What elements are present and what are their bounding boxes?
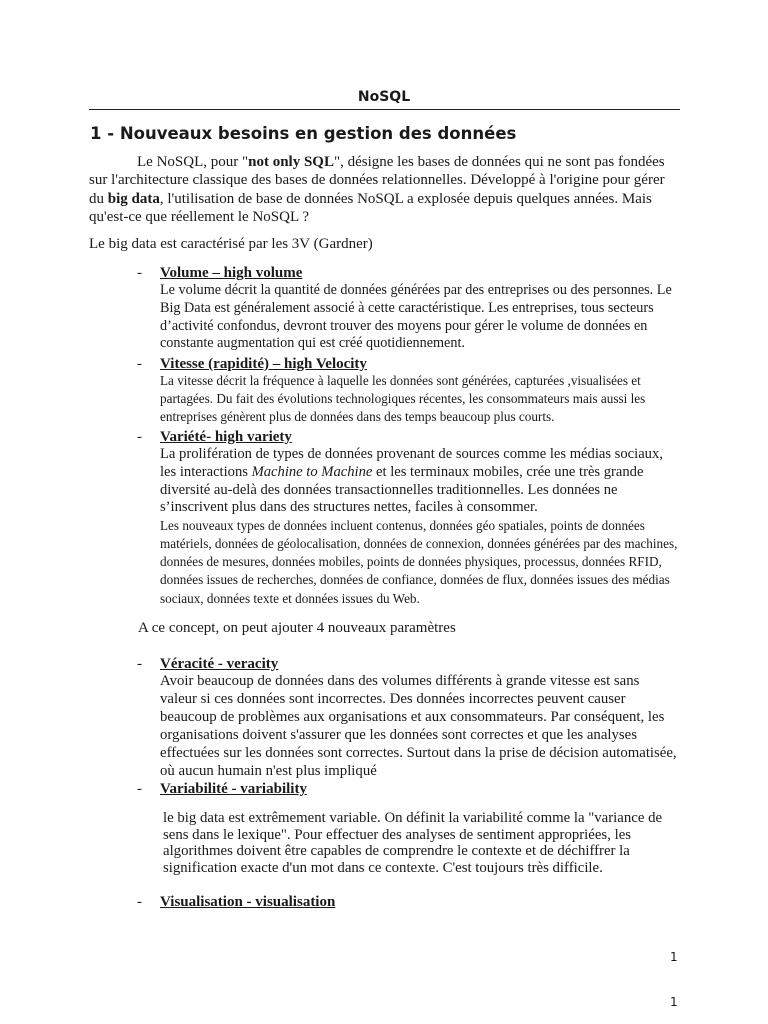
item-title-visualisation: Visualisation - visualisation	[160, 894, 336, 910]
bullet-dash: -	[137, 656, 142, 672]
variete-italic-m2m: Machine to Machine	[251, 463, 373, 480]
intro-bold-big-data: big data	[107, 190, 160, 207]
lead-3v: Le big data est caractérisé par les 3V (Gardner)	[89, 236, 373, 252]
item-title-variete: Variété- high variety	[160, 429, 292, 445]
section-heading: 1 - Nouveaux besoins en gestion des données	[90, 124, 517, 143]
bullet-dash: -	[137, 356, 142, 372]
item-title-vitesse: Vitesse (rapidité) – high Velocity	[160, 356, 367, 372]
bullet-dash: -	[137, 429, 142, 445]
page-number-footer: 1	[670, 995, 678, 1009]
item-title-veracite: Véracité - veracity	[160, 656, 279, 672]
item-body-veracite: Avoir beaucoup de données dans des volumes différents à grande vitesse est sans valeur si ces données sont incorrectes. Des données incorrectes peuvent causer beaucoup de problèmes aux organisations et aux consommateurs. Par conséquent, les organisations doivent s'assurer que les données sont correctes et que les analyses effectuées sur les données sont correctes. Surtout dans la prise de décision automatisée, où aucun humain n'est plus impliqué	[160, 673, 677, 780]
intro-text-2: ", désigne les bases de données qui ne sont pas fondées sur l'architecture classique des bases de données relationnelles. Développé à l'origine pour gérer du	[89, 154, 665, 207]
variete-text-1: La prolifération de types de données provenant de sources comme les médias sociaux, les interactions	[160, 446, 663, 480]
bullet-dash: -	[137, 265, 142, 281]
variete-text-2: et les terminaux mobiles, crée une très grande diversité au-delà des données transactionnelles traditionnelles. Les données ne s’inscrivent plus dans des structures nettes, faciles à consommer.	[160, 463, 644, 516]
lead-concept: A ce concept, on peut ajouter 4 nouveaux paramètres	[138, 620, 456, 636]
bullet-dash: -	[137, 781, 142, 797]
item-body-vitesse: La vitesse décrit la fréquence à laquelle les données sont générées, capturées ,visualisées et partagées. Du fait des évolutions technologiques récentes, les consommateurs mais aussi les entreprises génèrent plus de données dans des temps beaucoup plus courts.	[160, 373, 646, 424]
page-title: NoSQL	[357, 89, 411, 105]
intro-paragraph	[89, 153, 679, 227]
item-body-variabilite: le big data est extrêmement variable. On définit la variabilité comme la "variance de sens dans le lexique". Pour effectuer des analyses de sentiment appropriées, les algorithmes doivent être capables de comprendre le contexte et de déchiffrer la signification exacte d'un mot dans ce contexte. C'est toujours très difficile.	[163, 810, 663, 877]
variete-paragraph-2: Les nouveaux types de données incluent contenus, données géo spatiales, points de données matériels, données de géolocalisation, données de connexion, données générées par des machines, données de mesures, données mobiles, points de données physiques, processus, données RFID, données issues de recherches, données de confiance, données de flux, données issues des médias sociaux, données texte et données issues du Web.	[160, 518, 678, 606]
intro-text-1: Le NoSQL, pour "	[137, 154, 249, 170]
item-body-volume: Le volume décrit la quantité de données générées par des entreprises ou des personnes. Le Big Data est généralement associé à cette caractéristique. Les entreprises, tous secteurs d’activité confondus, devront trouver des moyens pour gérer le volume de données en constante augmentation qui est créé quotidiennement.	[160, 282, 672, 352]
item-title-variabilite: Variabilité - variability	[160, 781, 307, 797]
bullet-dash: -	[137, 894, 142, 910]
intro-bold-not-only-sql: not only SQL	[248, 154, 334, 170]
item-body-variete	[160, 446, 680, 608]
page-number: 1	[670, 950, 678, 964]
item-title-volume: Volume – high volume	[160, 265, 303, 281]
intro-text-3: , l'utilisation de base de données NoSQL a explosée depuis quelques années. Mais qu'est-ce que réellement le NoSQL ?	[89, 190, 652, 226]
variete-paragraph-1	[160, 446, 680, 517]
title-underline	[89, 109, 680, 110]
